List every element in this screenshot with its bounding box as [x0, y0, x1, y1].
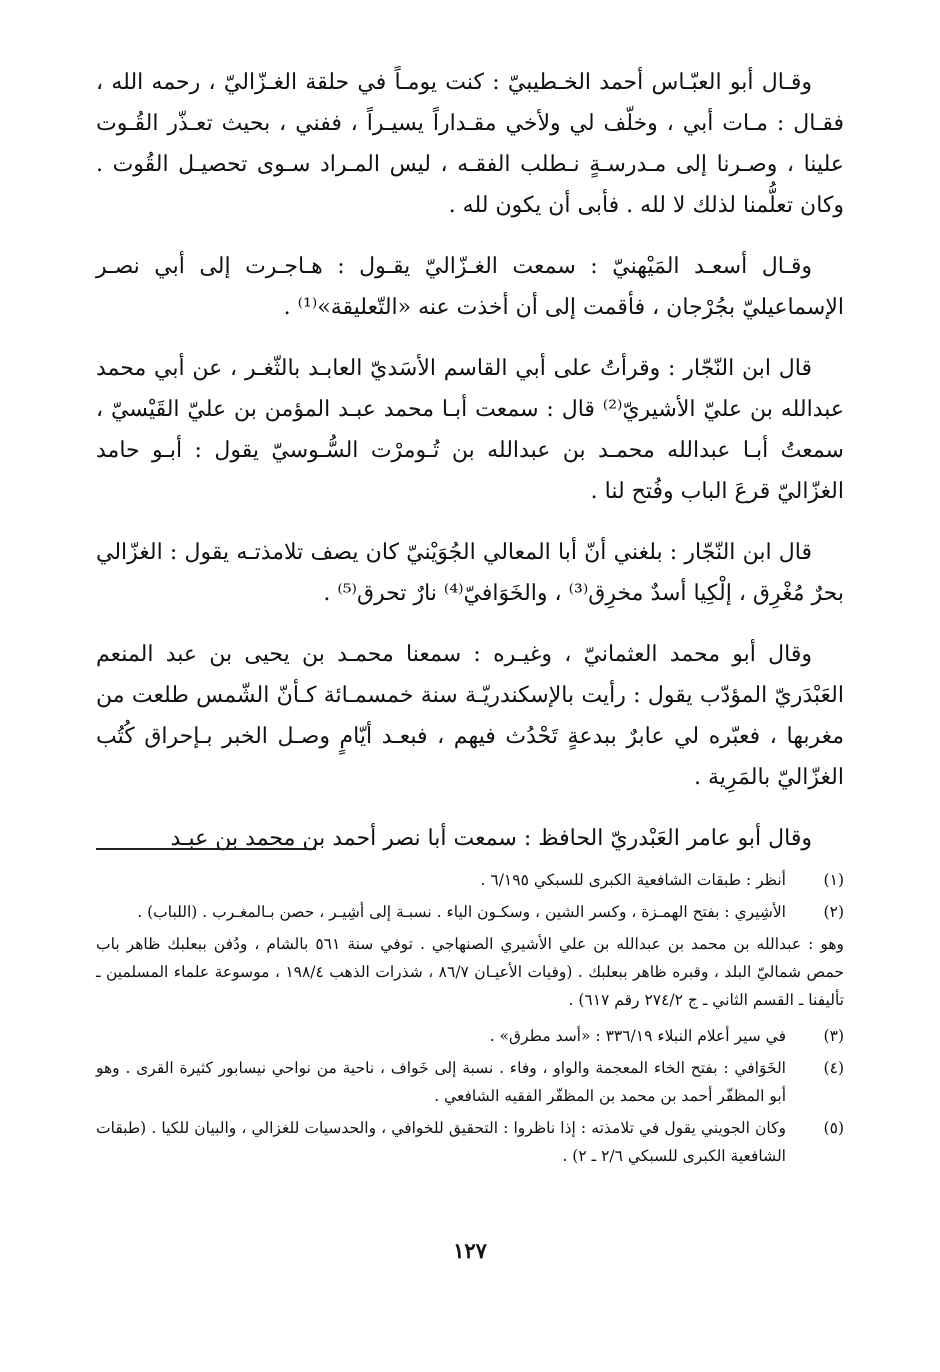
- paragraph-uthmani: وقال أبو محمد العثمانيّ ، وغيـره : سمعنا محمـد بن يحيى بن عبد المنعم العَبْدَريّ المؤدّب يقول : رأيت بالإسكندريّـة سنة خمسمـائة كـأنّ الشّمس طلعت من مغربها ، فعبّره لي عابرٌ ببدعةٍ تَحْدُث فيهم ، فبعـد أيّامٍ وصـل الخبر بـإحراق كُتُب الغزّاليّ بالمَرِية .: [96, 642, 844, 790]
- page-number: ١٢٧: [453, 1238, 487, 1263]
- footnote-text: في سير أعلام النبلاء ٣٣٦/١٩ : «أسد مطرق» .: [489, 1027, 786, 1045]
- main-text: [96, 62, 844, 859]
- paragraph-najjar-juwayni: قال ابن النّجّار : بلغني أنّ أبا المعالي الجُوَيْنيّ كان يصف تلامذتـه يقول : الغزّالي بحرٌ مُغْرِق ، إلْكِيا أسدٌ مخرِق⁽³⁾ ، والخَوَافيّ⁽⁴⁾ نارٌ تحرق⁽⁵⁾ .: [96, 540, 844, 606]
- footnote-number: (٣): [823, 1027, 844, 1045]
- paragraph-khatibi: وقـال أبو العبّـاس أحمد الخـطيبيّ : كنت يومـاً في حلقة الغـزّاليّ ، رحمه الله ، فقـال : مـات أبي ، وخلّف لي ولأخي مقـداراً يسيـراً ، ففني ، بحيث تعـذّر القُـوت علينا ، وصـرنا إلى مـدرسـةٍ نـطلب الفقـه ، ليس المـراد سـوى تحصيـل القُوت . وكان تعلُّمنا لذلك لا لله . فأبى أن يكون لله .: [96, 70, 844, 218]
- footnotes: [96, 866, 844, 1174]
- paragraph-najjar-asadi: قال ابن النّجّار : وقرأتُ على أبي القاسم الأسَديّ العابـد بالثّغـر ، عن أبي محمد عبدالله بن عليّ الأشيريّ⁽²⁾ قال : سمعت أبـا محمد عبـد المؤمن بن عليّ القَيْسيّ ، سمعتُ أبـا عبدالله محمـد بن عبدالله بن تُـومرْت السُّـوسيّ يقول : أبـو حامد الغزّاليّ قرعَ الباب وفُتح لنا .: [96, 356, 844, 504]
- footnote-number: (٥): [823, 1119, 844, 1137]
- paragraph-abdari: وقال أبو عامر العَبْدريّ الحافظ : سمعت أبا نصر أحمد بن محمد بن عبـد: [170, 826, 812, 851]
- paragraph-mayhani: وقـال أسعـد المَيْهنيّ : سمعت الغـزّاليّ يقـول : هـاجـرت إلى أبي نصـر الإسماعيليّ بجُرْجان ، فأقمت إلى أن أخذت عنه «التّعليقة»⁽¹⁾ .: [96, 254, 844, 320]
- footnote-2: [96, 898, 844, 926]
- footnote-text: وكان الجويني يقول في تلامذته : إذا ناظروا : التحقيق للخوافي ، والحدسيات للغزالي ، والبيان للكيا . (طبقات الشافعية الكبرى للسبكي ٢/٦ ـ ٢) .: [96, 1119, 786, 1165]
- footnote-number: (٤): [823, 1059, 844, 1077]
- footnote-3: [96, 1022, 844, 1050]
- footnote-number: (٢): [823, 903, 844, 921]
- footnote-text: الخَوَافي : بفتح الخاء المعجمة والواو ، وفاء . نسبة إلى خَواف ، ناحية من نواحي نيسابور كثيرة القرى . وهو أبو المظفّر أحمد بن محمد بن المظفّر الفقيه الشافعي .: [96, 1059, 786, 1105]
- footnote-text: الأشِيري : بفتح الهمـزة ، وكسر الشين ، وسكـون الياء . نسبـة إلى أشِيـر ، حصن بـالمغـرب . (اللباب) .: [137, 903, 786, 921]
- footnote-5: [96, 1114, 844, 1170]
- footnote-4: [96, 1054, 844, 1110]
- footnote-number: (١): [823, 871, 844, 889]
- footnote-separator: [96, 848, 316, 850]
- footnote-1: [96, 866, 844, 894]
- footnote-text: أنظر : طبقات الشافعية الكبرى للسبكي ٦/١٩٥ .: [480, 871, 786, 889]
- footnote-2-continuation: وهو : عبدالله بن محمد بن عبدالله بن علي الأشيري الصنهاجي . توفي سنة ٥٦١ بالشام ، ودُفن ببعلبك ظاهر باب حمص شماليّ البلد ، وقبره ظاهر ببعلبك . (وفيات الأعيـان ٨٦/٧ ، شذرات الذهب ١٩٨/٤ ، موسوعة علماء المسلمين ـ تأليفنا ـ القسم الثاني ـ ج ٢٧٤/٢ رقم ٦١٧) .: [96, 935, 844, 1009]
- footnote-separator-wrap: [96, 848, 844, 850]
